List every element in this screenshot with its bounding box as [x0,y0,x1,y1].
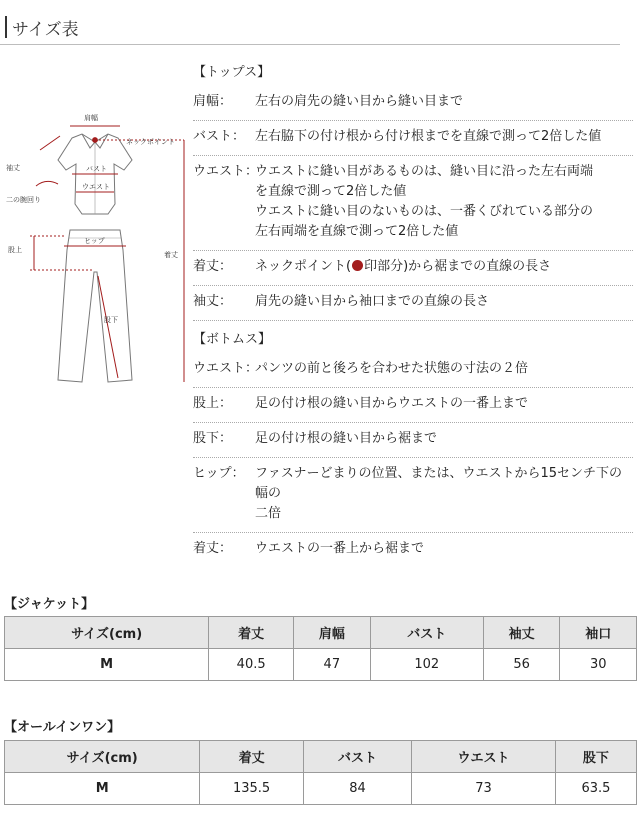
description-line: 左右脇下の付け根から付け根までを直線で測って2倍した値 [255,129,602,144]
definition-term: ウエスト： [193,164,259,179]
description-line: 左右両端を直線で測って2倍した値 [255,224,459,239]
table-cell: 73 [412,773,556,805]
definition-row [193,388,633,423]
fig-label-hip: ヒップ [84,237,105,245]
pants-shape [58,230,132,382]
table-header-row [5,741,637,773]
fig-label-bust: バスト [86,165,107,173]
definition-row [193,251,633,286]
tops-heading: 【トップス】 [193,65,271,80]
table-header-cell: サイズ(cm) [5,617,209,649]
description-line: 左右の肩先の縫い目から縫い目まで [255,94,464,109]
tops-definition-list [193,86,633,321]
bottoms-heading: 【ボトムス】 [193,332,272,347]
definition-term: 着丈： [193,541,233,556]
table-cell: 56 [483,649,560,681]
definition-term: 着丈： [193,259,233,274]
inseam-arrow [98,276,118,378]
table-header-cell: バスト [303,741,411,773]
table-cell: 40.5 [209,649,294,681]
table-header-cell: バスト [370,617,483,649]
table-cell: M [5,649,209,681]
definition-description [255,162,633,242]
description-line: ウエストの一番上から裾まで [255,541,425,556]
table-cell: 102 [370,649,483,681]
table-header-cell: 袖口 [560,617,637,649]
table-cell: 84 [303,773,411,805]
definition-row [193,286,633,321]
definition-description [255,429,633,449]
definition-row [193,353,633,388]
table-header-cell: ウエスト [412,741,556,773]
sleeve-arrow [40,136,60,150]
description-line: ファスナーどまりの位置、または、ウエストから15センチ下の幅の [255,466,623,501]
allinone-size-table [4,740,637,805]
description-pre: ネックポイント( [255,259,352,274]
table-header-cell: 肩幅 [294,617,371,649]
fig-label-matashita: 股下 [104,316,118,324]
definition-description [255,127,633,147]
description-line: を直線で測って2倍した値 [255,184,407,199]
armhole-curve [36,181,58,186]
description-line: 足の付け根の縫い目からウエストの一番上まで [255,396,529,411]
garment-diagram [0,100,190,400]
table-header-cell: 袖丈 [483,617,560,649]
table-row [5,649,637,681]
definition-row [193,423,633,458]
definition-term: 袖丈： [193,294,233,309]
table-header-cell: 着丈 [209,617,294,649]
table-cell: 47 [294,649,371,681]
table-header-row [5,617,637,649]
definition-row [193,156,633,251]
description-line: 肩先の縫い目から袖口までの直線の長さ [255,294,490,309]
fig-label-ninoude: 二の腕回り [6,196,41,204]
page-title: サイズ表 [12,20,79,40]
definition-row [193,121,633,156]
description-line: 二倍 [255,506,282,521]
fig-label-matagami: 股上 [8,246,22,254]
table-cell: 63.5 [555,773,636,805]
definition-term: 肩幅： [193,94,233,109]
table-cell: M [5,773,200,805]
definition-term: ヒップ： [193,466,245,481]
definition-description [255,464,633,524]
definition-row [193,533,633,567]
definition-description [255,92,633,112]
definition-description [255,257,633,277]
description-line: ウエストに縫い目があるものは、縫い目に沿った左右両端 [255,164,594,179]
definition-description [255,292,633,312]
description-post: 印部分)から裾までの直線の長さ [364,259,552,274]
neck-point-marker [93,138,98,143]
jacket-table-title: 【ジャケット】 [4,597,95,612]
table-header-cell: 股下 [555,741,636,773]
definition-description [255,394,633,414]
description-line: ウエストに縫い目のないものは、一番くびれている部分の [255,204,594,219]
allinone-table-title: 【オールインワン】 [4,720,121,735]
fig-label-sodetake: 袖丈 [6,164,20,172]
definition-term: ウエスト： [193,361,259,376]
description-line: 足の付け根の縫い目から裾まで [255,431,438,446]
definition-description [255,359,633,379]
measurement-figure [0,100,190,400]
measurement-definitions [193,60,633,567]
definition-term: 股下： [193,431,233,446]
fig-label-waist: ウエスト [82,183,110,191]
definition-term: バスト： [193,129,246,144]
table-header-cell: サイズ(cm) [5,741,200,773]
bottoms-definition-list [193,353,633,567]
fig-label-neck-point: ネックポイント [126,138,175,146]
fig-label-kitake: 着丈 [164,251,178,259]
title-accent-bar [5,16,7,38]
table-header-cell: 着丈 [200,741,304,773]
definition-term: 股上： [193,396,233,411]
table-cell: 135.5 [200,773,304,805]
fig-label-katahaba: 肩幅 [84,114,98,122]
table-row [5,773,637,805]
table-cell: 30 [560,649,637,681]
description-line: パンツの前と後ろを合わせた状態の寸法の２倍 [255,361,529,376]
definition-description [255,539,633,559]
title-area [0,10,620,45]
definition-row [193,458,633,533]
neck-point-dot-icon [352,260,363,271]
definition-row [193,86,633,121]
jacket-size-table [4,616,637,681]
